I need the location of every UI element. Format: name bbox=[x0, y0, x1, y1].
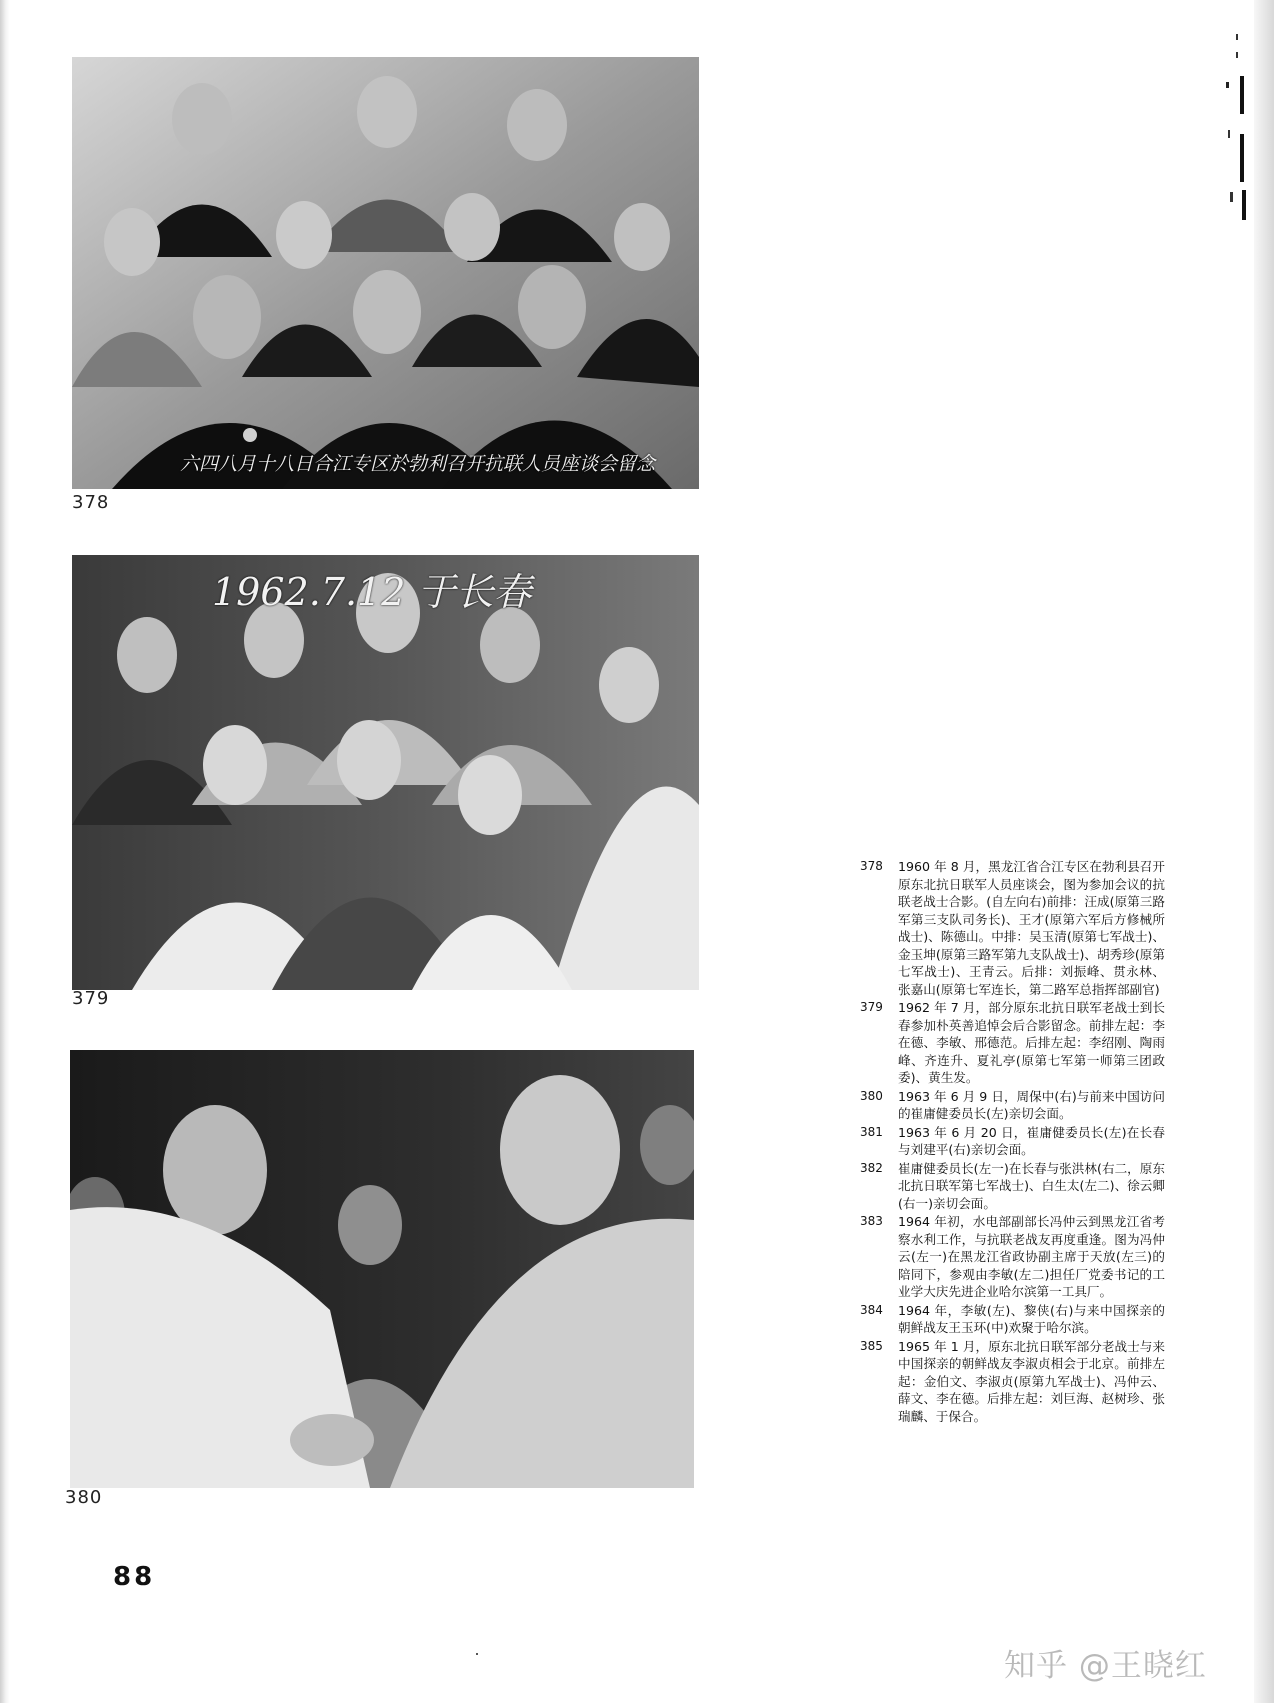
watermark: 知乎 @王晓红 bbox=[1004, 1648, 1207, 1684]
photo-379-image bbox=[72, 555, 699, 990]
caption-text: 1964 年，李敏(左)、黎侠(右)与来中国探亲的朝鲜战友王玉环(中)欢聚于哈尔滨。 bbox=[898, 1302, 1165, 1335]
caption-number: 380 bbox=[860, 1088, 883, 1103]
caption-text: 1964 年初，水电部副部长冯仲云到黑龙江省考察水利工作，与抗联老战友再度重逢。图为冯仲云(左一)在黑龙江省政协副主席于天放(左三)的陪同下，参观由李敏(左二)担任厂党委书记的工业学大庆先进企业哈尔滨第一工具厂。 bbox=[898, 1214, 1165, 1299]
photo-378 bbox=[72, 57, 699, 489]
caption-text: 1960 年 8 月，黑龙江省合江专区在勃利县召开原东北抗日联军人员座谈会，图为参加会议的抗联老战士合影。(自左向右)前排：汪成(原第三路军第三支队司务长)、王才(原第六军后方修械所战士)、陈德山。中排：吴玉清(原第七军战士)、金玉坤(原第三路军第九支队战士)、胡秀珍(原第七军战士)、王青云。后排：刘振峰、贯永林、张嘉山(原第七军连长，第二路军总指挥部副官) bbox=[898, 859, 1165, 997]
caption-381 bbox=[860, 1124, 1165, 1159]
photo-379-number: 379 bbox=[72, 988, 110, 1009]
photo-378-number: 378 bbox=[72, 492, 110, 513]
caption-378 bbox=[860, 858, 1165, 998]
photo-380 bbox=[70, 1050, 694, 1488]
caption-number: 381 bbox=[860, 1124, 883, 1139]
caption-text: 1963 年 6 月 20 日，崔庸健委员长(左)在长春与刘建平(右)亲切会面。 bbox=[898, 1124, 1165, 1157]
caption-382 bbox=[860, 1160, 1165, 1213]
page-right-edge bbox=[1254, 0, 1274, 1703]
margin-marks bbox=[1222, 30, 1262, 230]
caption-383 bbox=[860, 1213, 1165, 1301]
caption-number: 385 bbox=[860, 1338, 883, 1353]
photo-379 bbox=[72, 555, 699, 990]
caption-number: 384 bbox=[860, 1302, 883, 1317]
captions-block bbox=[860, 858, 1165, 1426]
caption-384 bbox=[860, 1302, 1165, 1337]
caption-number: 379 bbox=[860, 1000, 883, 1014]
caption-number: 383 bbox=[860, 1214, 883, 1228]
speck bbox=[476, 1653, 478, 1655]
caption-text: 1963 年 6 月 9 日，周保中(右)与前来中国访问的崔庸健委员长(左)亲切会面。 bbox=[898, 1088, 1165, 1121]
photo-379-inscription: 1962.7.12 于长春 bbox=[212, 570, 532, 614]
caption-number: 382 bbox=[860, 1160, 883, 1175]
page-number: 88 bbox=[113, 1562, 156, 1592]
photo-378-image bbox=[72, 57, 699, 489]
page-left-edge bbox=[0, 0, 10, 1703]
photo-380-image bbox=[70, 1050, 694, 1488]
photo-380-number: 380 bbox=[65, 1487, 103, 1508]
caption-text: 1965 年 1 月，原东北抗日联军部分老战士与来中国探亲的朝鲜战友李淑贞相会于北京。前排左起：金伯文、李淑贞(原第九军战士)、冯仲云、薛文、李在德。后排左起：刘巨海、赵树珍、张瑞麟、于保合。 bbox=[898, 1338, 1165, 1424]
caption-number: 378 bbox=[860, 859, 883, 873]
caption-text: 1962 年 7 月，部分原东北抗日联军老战士到长春参加朴英善追悼会后合影留念。前排左起：李在德、李敏、邢德范。后排左起：李绍刚、陶雨峰、齐连升、夏礼亭(原第七军第一师第三团政委)、黄生发。 bbox=[898, 1000, 1165, 1085]
caption-text: 崔庸健委员长(左一)在长春与张洪林(右二，原东北抗日联军第七军战士)、白生太(左二)、徐云卿(右一)亲切会面。 bbox=[898, 1160, 1165, 1211]
caption-385 bbox=[860, 1338, 1165, 1426]
photo-378-inscription: 六四八月十八日合江专区於勃利召开抗联人员座谈会留念 bbox=[180, 453, 656, 475]
caption-379 bbox=[860, 999, 1165, 1087]
caption-380 bbox=[860, 1088, 1165, 1123]
